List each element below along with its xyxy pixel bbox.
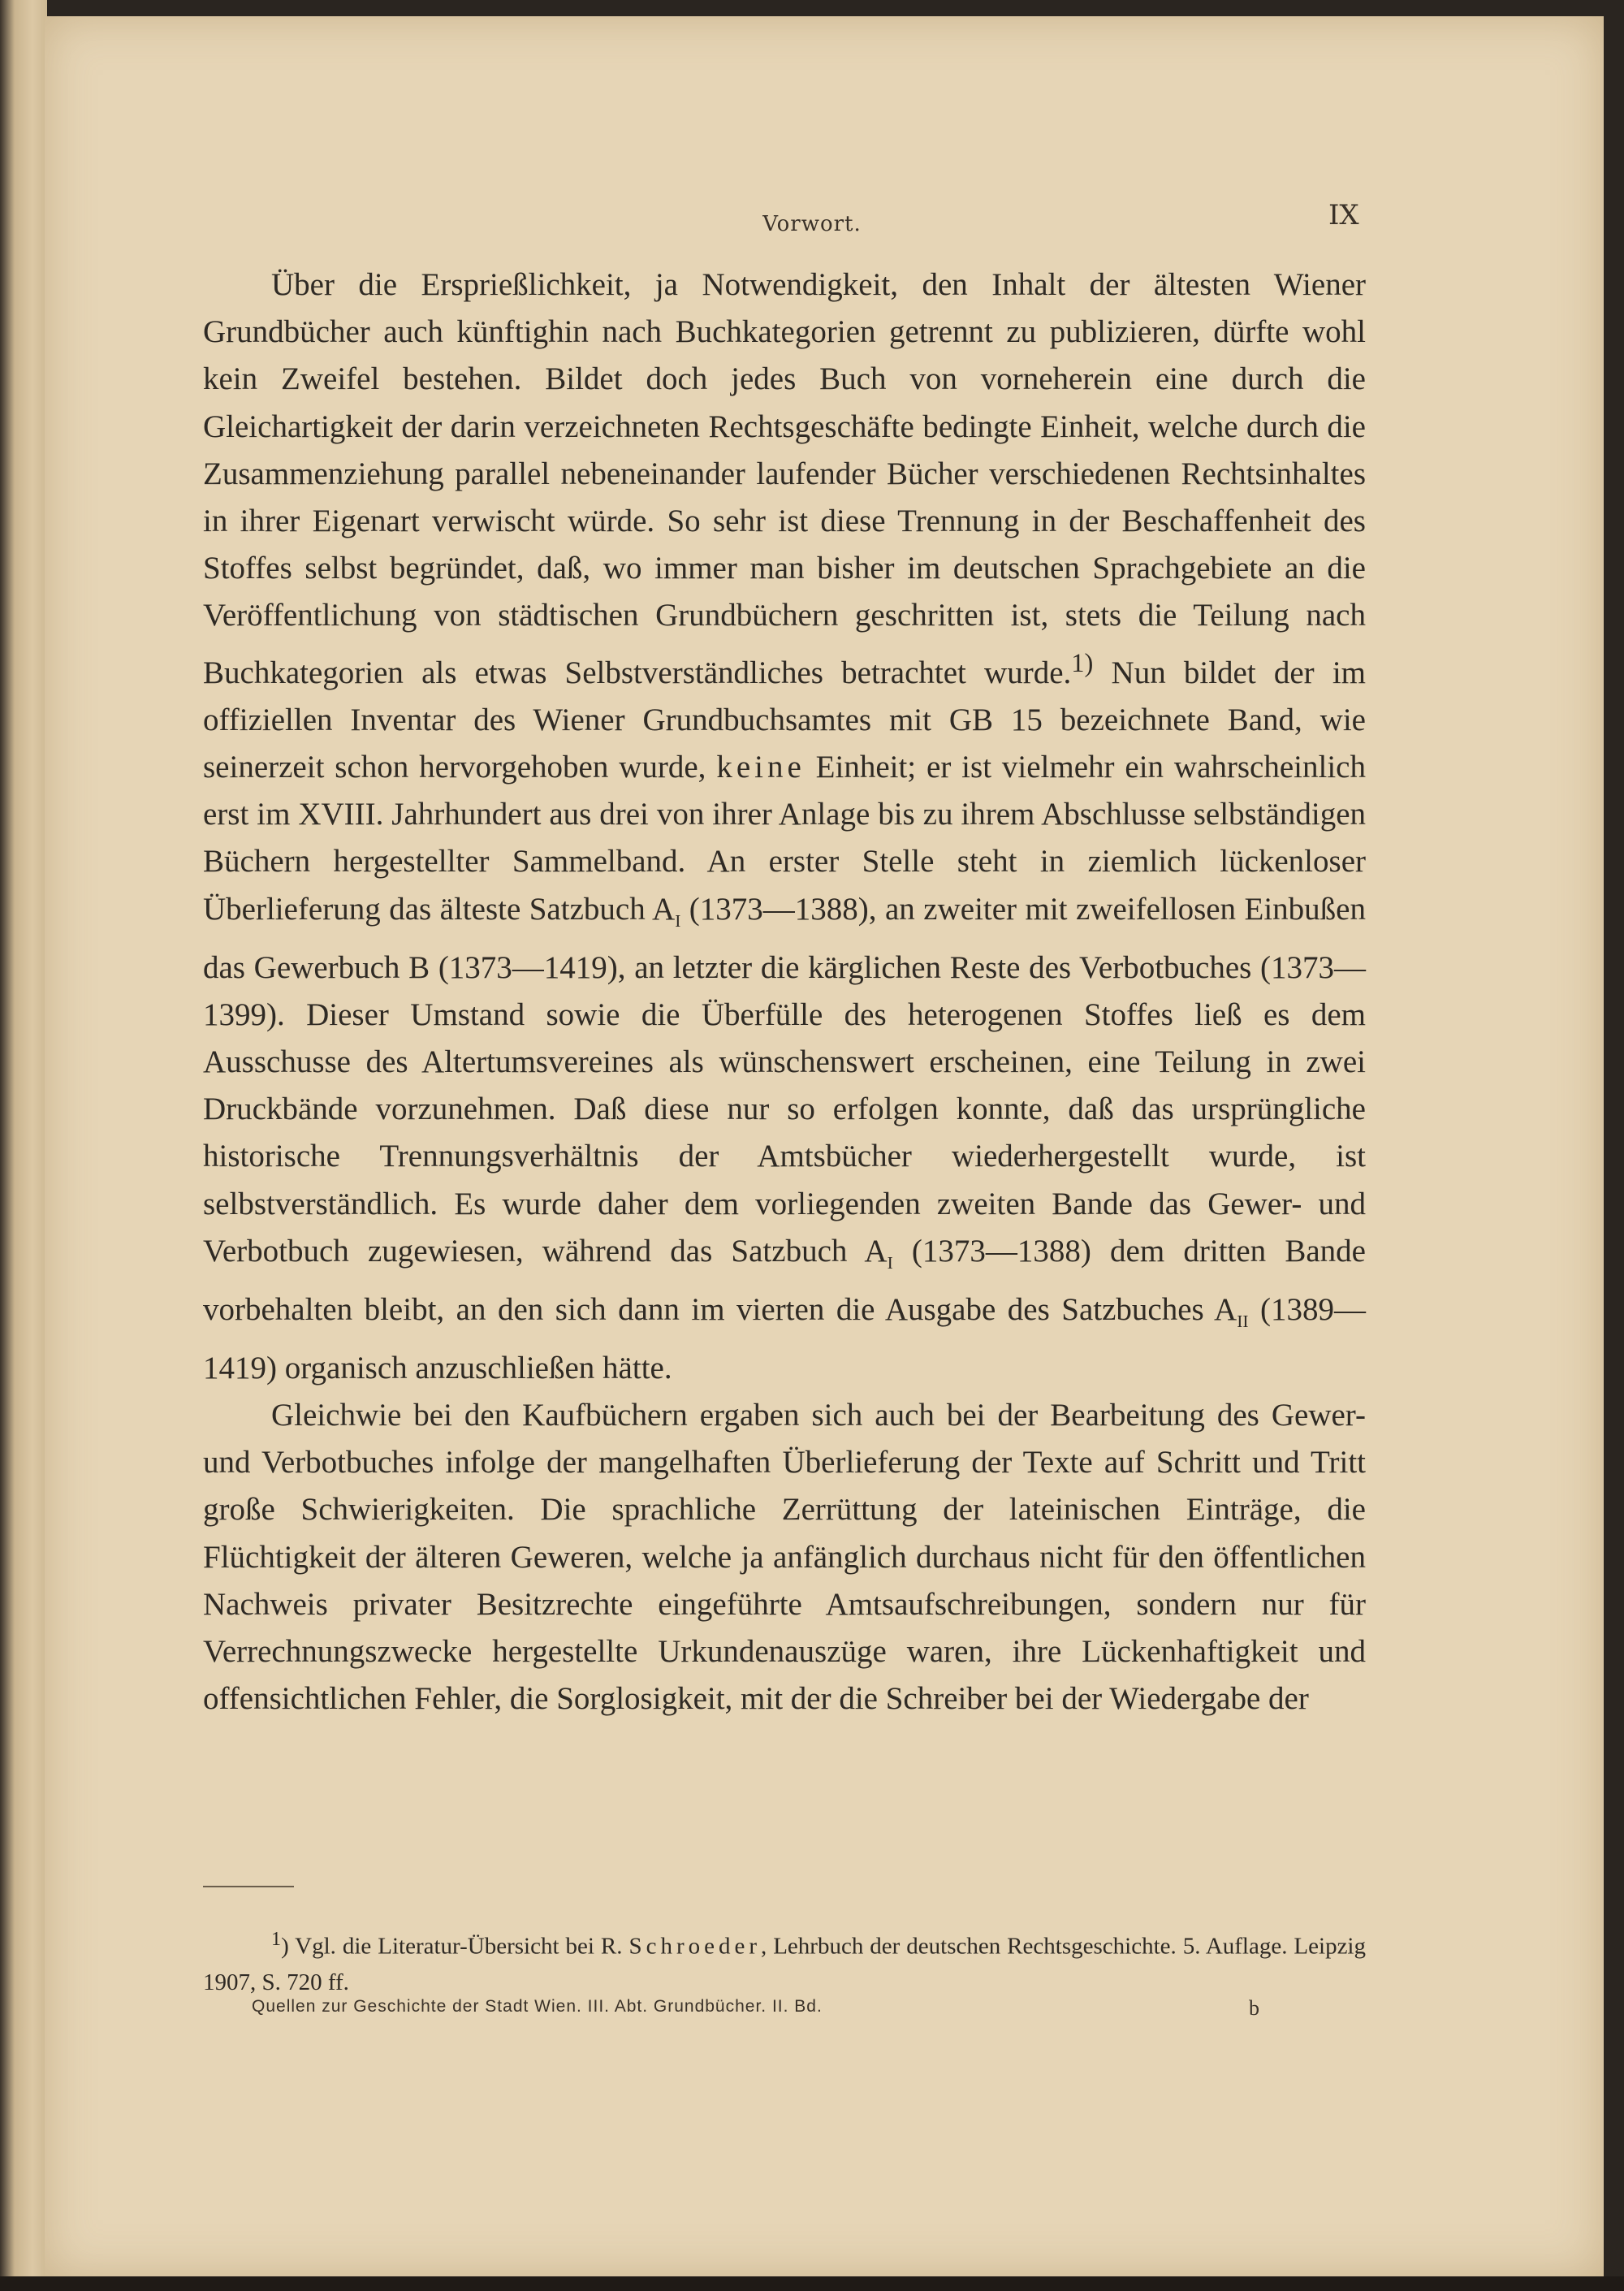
body-text <box>203 262 1366 1723</box>
footnote-divider <box>203 1886 294 1887</box>
book-gutter <box>0 0 47 2291</box>
paragraph-1 <box>203 262 1366 1392</box>
printer-signature-line: Quellen zur Geschichte der Stadt Wien. III. Abt. Grundbücher. II. Bd. <box>252 1997 823 2016</box>
subscript-3: II <box>1237 1311 1249 1331</box>
scan-bottom-edge <box>0 2276 1624 2291</box>
p1-part-e: (1373—1388) dem dritten Bande vorbehalten bleibt, an den sich dann im vierten die Ausgabe des Satzbuches A <box>203 1233 1366 1327</box>
subscript-1: I <box>675 910 681 931</box>
signature-mark: b <box>1249 1996 1259 2020</box>
footnote-text <box>203 1921 1366 2000</box>
footnote <box>203 1921 1366 2000</box>
running-header <box>0 191 1624 248</box>
footnote-reference: 1) <box>1071 648 1094 678</box>
subscript-2: I <box>887 1252 893 1273</box>
p1-part-d: (1373—1388), an zweiter mit zweifellosen Einbußen das Gewerbuch B (1373—1419), an letzter die kärglichen Reste des Verbotbuches (1373—1399). Dieser Umstand sowie die Überfülle des heterogenen Stoffes ließ es dem Ausschusse des Altertumsvereines als wünschenswert erscheinen, eine Teilung in zwei Druckbände vorzunehmen. Daß diese nur so erfolgen konnte, daß das ursprüngliche historische Trennungsverhältnis der Amtsbücher wiederhergestellt wurde, ist selbstverständlich. Es wurde daher dem vorliegenden zweiten Bande das Gewer- und Verbotbuch zugewiesen, während das Satzbuch A <box>203 891 1366 1269</box>
footnote-marker: 1 <box>271 1928 282 1950</box>
footnote-author: Schroeder <box>628 1933 761 1960</box>
p1-part-f: (1389—1419) organisch anzuschließen hätte. <box>203 1291 1366 1385</box>
running-title: Vorwort. <box>762 212 862 236</box>
page-number: IX <box>1328 199 1359 231</box>
p1-part-a: Über die Ersprießlichkeit, ja Notwendigkeit, den Inhalt der ältesten Wiener Grundbücher auch künftighin nach Buchkategorien getrennt zu publizieren, dürfte wohl kein Zweifel bestehen. Bildet doch jedes Buch von vorneherein eine durch die Gleichartigkeit der darin verzeichneten Rechtsgeschäfte bedingte Einheit, welche durch die Zusammenziehung parallel nebeneinander laufender Bücher verschiedenen Rechtsinhaltes in ihrer Eigenart verwischt würde. So sehr ist diese Trennung in der Beschaffenheit des Stoffes selbst begründet, daß, wo immer man bisher im deutschen Sprachgebiete an die Veröffentlichung von städtischen Grundbüchern geschritten ist, stets die Teilung nach Buchkategorien als etwas Selbstverständliches betrachtet wurde. <box>203 267 1366 690</box>
footnote-ref-number: 1 <box>1071 648 1085 678</box>
footnote-part-a: ) Vgl. die Literatur-Übersicht bei R. <box>281 1933 629 1960</box>
footnote-part-b: , Lehrbuch der deutschen Rechtsgeschichte. 5. Auflage. Leipzig 1907, S. 720 ff. <box>203 1933 1366 1995</box>
p1-part-c: Einheit; er ist vielmehr ein wahrscheinlich erst im XVIII. Jahrhundert aus drei von ihrer Anlage bis zu ihrem Abschlusse selbständigen Büchern hergestellter Sammelband. An erster Stelle steht in ziemlich lückenloser Überlieferung das älteste Satzbuch A <box>203 750 1366 927</box>
p1-part-b: Nun bildet der im offiziellen Inventar des Wiener Grundbuchsamtes mit GB 15 bezeichnete Band, wie seinerzeit schon hervorgehoben wurde, <box>203 655 1366 785</box>
paragraph-2: Gleichwie bei den Kaufbüchern ergaben sich auch bei der Bearbeitung des Gewer- und Verbotbuches infolge der mangelhaften Überlieferung der Texte auf Schritt und Tritt große Schwierigkeiten. Die sprachliche Zerrüttung der lateinischen Einträge, die Flüchtigkeit der älteren Geweren, welche ja anfänglich durchaus nicht für den öffentlichen Nachweis privater Besitzrechte eingeführte Amtsaufschreibungen, sondern nur für Verrechnungszwecke hergestellte Urkundenauszüge waren, ihre Lückenhaftigkeit und offensichtlichen Fehler, die Sorglosigkeit, mit der die Schreiber bei der Wiedergabe der <box>203 1398 1366 1717</box>
emphasized-word: keine <box>716 750 806 785</box>
